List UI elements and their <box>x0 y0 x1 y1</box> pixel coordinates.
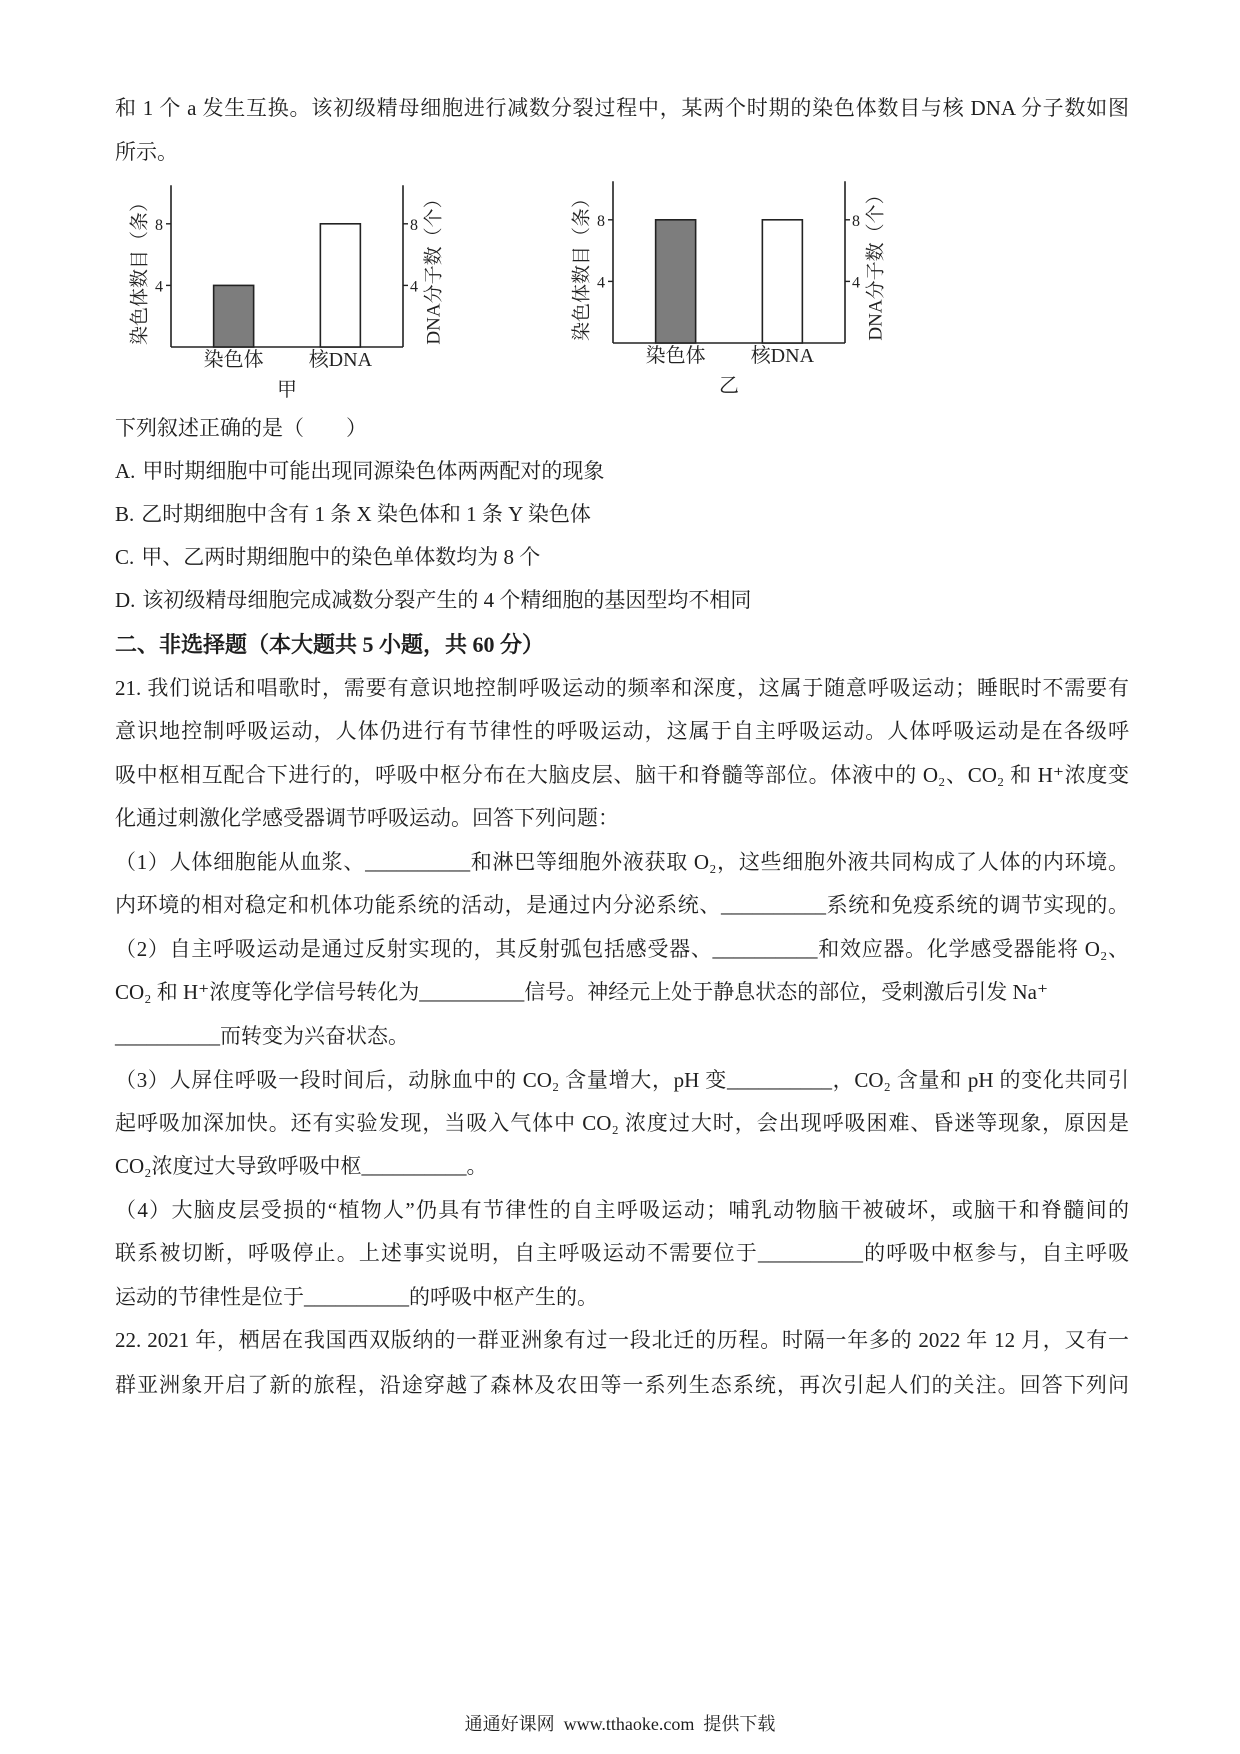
option-text: 该初级精母细胞完成减数分裂产生的 4 个精细胞的基因型均不相同 <box>142 588 752 612</box>
chromosome-category-label: 染色体 <box>203 349 264 371</box>
option-letter: A. <box>115 459 136 483</box>
question-22-line: 22. 2021 年，栖居在我国西双版纳的一群亚洲象有过一段北迁的历程。时隔一年多的 2022 年 12 月，又有一 <box>115 1328 1129 1352</box>
question-21-part-1-line: （1）人体细胞能从血浆、__________和淋巴等细胞外液获取 O₂，这些细胞外液共同构成了人体的内环境。 <box>115 850 1129 874</box>
nuclear-dna-category-label: 核DNA <box>308 349 373 371</box>
left-axis-label: 染色体数目（条） <box>571 188 593 342</box>
chromosome-category-label: 染色体 <box>645 345 706 367</box>
chromosome-bar <box>656 220 696 343</box>
nuclear-dna-bar <box>762 220 802 343</box>
question-21-part-4-line: 运动的节律性是位于__________的呼吸中枢产生的。 <box>115 1285 598 1309</box>
nuclear-dna-bar <box>320 224 360 347</box>
left-axis-label: 染色体数目（条） <box>129 192 151 346</box>
question-21-intro-line: 21. 我们说话和唱歌时，需要有意识地控制呼吸运动的频率和深度，这属于随意呼吸运动；睡眠时不需要有 <box>115 676 1129 700</box>
right-axis-label: DNA分子数（个） <box>423 189 445 345</box>
chart-yi <box>553 165 913 405</box>
nuclear-dna-category-label: 核DNA <box>750 345 815 367</box>
option-a <box>115 457 1129 485</box>
option-letter: C. <box>115 545 135 569</box>
question-21-part-4-line: 联系被切断，呼吸停止。上述事实说明，自主呼吸运动不需要位于__________的呼吸中枢参与，自主呼吸 <box>115 1241 1129 1265</box>
question-21-part-2-line: （2）自主呼吸运动是通过反射实现的，其反射弧包括感受器、__________和效应器。化学感受器能将 O₂、 <box>115 937 1129 961</box>
option-c <box>115 543 1129 571</box>
question-21-part-3-line: 起呼吸加深加快。还有实验发现，当吸入气体中 CO₂ 浓度过大时，会出现呼吸困难、昏迷等现象，原因是 <box>115 1111 1129 1135</box>
question-21-part-2-line: __________而转变为兴奋状态。 <box>115 1024 409 1048</box>
right-tick-label: 8 <box>410 216 418 234</box>
left-tick-label: 4 <box>155 278 163 296</box>
question-21-part-2-line: CO₂ 和 H⁺浓度等化学信号转化为__________信号。神经元上处于静息状态的部位，受刺激后引发 Na⁺ <box>115 980 1049 1004</box>
left-tick-label: 4 <box>597 274 605 292</box>
question-21-intro-line: 化通过刺激化学感受器调节呼吸运动。回答下列问题： <box>115 806 619 830</box>
page-footer: 通通好课网 www.tthaoke.com 提供下载 <box>464 1714 776 1734</box>
question-22-line: 群亚洲象开启了新的旅程，沿途穿越了森林及农田等一系列生态系统，再次引起人们的关注。回答下列问 <box>115 1373 1129 1397</box>
question-21-intro-line: 吸中枢相互配合下进行的，呼吸中枢分布在大脑皮层、脑干和脊髓等部位。体液中的 O₂、CO₂ 和 H⁺浓度变 <box>115 763 1129 787</box>
option-text: 甲时期细胞中可能出现同源染色体两两配对的现象 <box>142 459 605 483</box>
question-prompt: 下列叙述正确的是（ ） <box>115 416 367 440</box>
question-21-part-3-line: CO₂浓度过大导致呼吸中枢__________。 <box>115 1154 488 1178</box>
option-letter: D. <box>115 588 136 612</box>
left-tick-label: 8 <box>155 216 163 234</box>
question-21-part-4-line: （4）大脑皮层受损的“植物人”仍具有节律性的自主呼吸运动；哺乳动物脑干被破坏，或脑干和脊髓间的 <box>115 1198 1129 1222</box>
chart-jia <box>111 169 471 409</box>
chart-caption: 乙 <box>719 375 739 397</box>
option-b <box>115 500 1129 528</box>
option-text: 甲、乙两时期细胞中的染色单体数均为 8 个 <box>141 545 541 569</box>
question-20-stem-line: 和 1 个 a 发生互换。该初级精母细胞进行减数分裂过程中，某两个时期的染色体数目与核 DNA 分子数如图 <box>115 96 1129 120</box>
option-d <box>115 586 1129 614</box>
question-21-part-3-line: （3）人屏住呼吸一段时间后，动脉血中的 CO₂ 含量增大，pH 变__________，CO₂ 含量和 pH 的变化共同引 <box>115 1068 1129 1092</box>
chromosome-bar <box>214 285 254 347</box>
option-text: 乙时期细胞中含有 1 条 X 染色体和 1 条 Y 染色体 <box>141 502 591 526</box>
question-21-part-1-line: 内环境的相对稳定和机体功能系统的活动，是通过内分泌系统、__________系统和免疫系统的调节实现的。 <box>115 893 1129 917</box>
right-tick-label: 8 <box>852 212 860 230</box>
option-letter: B. <box>115 502 135 526</box>
chart-caption: 甲 <box>277 379 297 401</box>
right-tick-label: 4 <box>410 278 418 296</box>
question-20-stem-line: 所示。 <box>115 140 178 164</box>
section-heading: 二、非选择题（本大题共 5 小题，共 60 分） <box>115 632 545 657</box>
left-tick-label: 8 <box>597 212 605 230</box>
right-axis-label: DNA分子数（个） <box>865 185 887 341</box>
question-21-intro-line: 意识地控制呼吸运动，人体仍进行有节律性的呼吸运动，这属于自主呼吸运动。人体呼吸运动是在各级呼 <box>115 719 1129 743</box>
right-tick-label: 4 <box>852 274 860 292</box>
